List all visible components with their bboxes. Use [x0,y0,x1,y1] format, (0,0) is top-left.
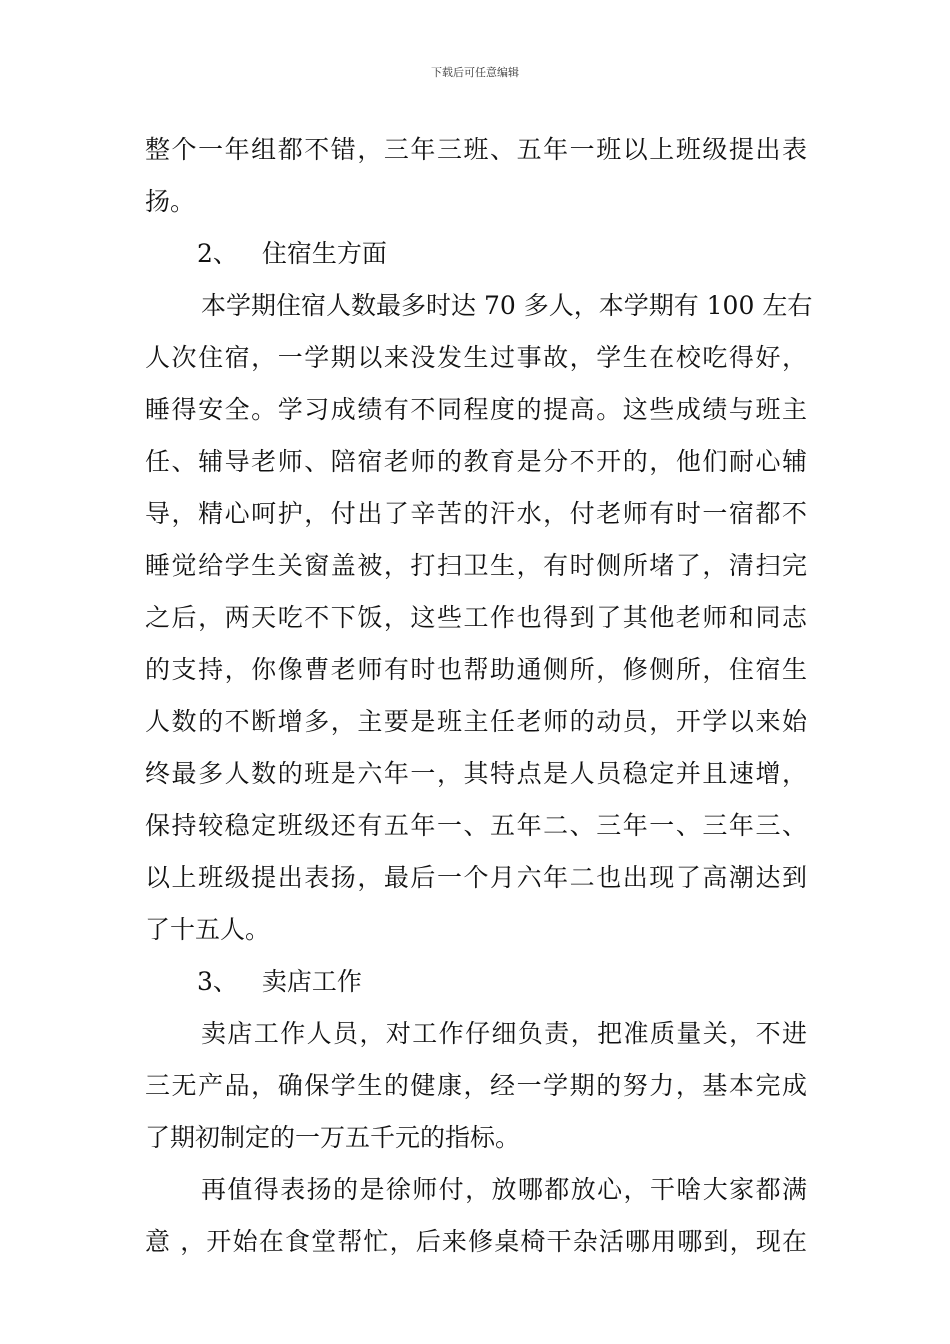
paragraph-line: 导，精心呵护，付出了辛苦的汗水，付老师有时一宿都不 [145,499,807,528]
paragraph-line: 扬。 [145,187,196,216]
paragraph-line: 保持较稳定班级还有五年一、五年二、三年一、三年三、 [145,811,807,840]
paragraph-line: 以上班级提出表扬，最后一个月六年二也出现了高潮达到 [145,863,807,892]
paragraph-line: 人数的不断增多，主要是班主任老师的动员，开学以来始 [145,707,807,736]
section-number: 3、 [197,967,238,996]
paragraph-line: 本学期住宿人数最多时达 70 多人，本学期有 100 左右 [201,291,813,320]
section-number: 2、 [197,239,238,268]
paragraph-line: 人次住宿，一学期以来没发生过事故，学生在校吃得好， [145,343,807,372]
page-header: 下载后可任意编辑 [431,66,519,79]
paragraph-line: 意 ，开始在食堂帮忙，后来修桌椅干杂活哪用哪到，现在 [145,1227,807,1256]
paragraph-line: 睡觉给学生关窗盖被，打扫卫生，有时侧所堵了，清扫完 [145,551,807,580]
section-title: 住宿生方面 [261,239,387,268]
paragraph-line: 任、辅导老师、陪宿老师的教育是分不开的，他们耐心辅 [145,447,807,476]
paragraph-line: 了期初制定的一万五千元的指标。 [145,1123,521,1152]
paragraph-line: 卖店工作人员，对工作仔细负责，把准质量关，不进 [201,1019,807,1048]
paragraph-line: 睡得安全。学习成绩有不同程度的提高。这些成绩与班主 [145,395,807,424]
paragraph-line: 再值得表扬的是徐师付，放哪都放心，干啥大家都满 [201,1175,807,1204]
section-title: 卖店工作 [261,967,362,996]
section-heading-lodging [145,228,807,280]
paragraph-line: 之后，两天吃不下饭，这些工作也得到了其他老师和同志 [145,603,807,632]
section-heading-shop [145,956,807,1008]
paragraph-line: 的支持，你像曹老师有时也帮助通侧所，修侧所，住宿生 [145,655,807,684]
paragraph-line: 了十五人。 [145,915,271,944]
paragraph-line: 终最多人数的班是六年一，其特点是人员稳定并且速增， [145,759,807,788]
paragraph-line: 整个一年组都不错，三年三班、五年一班以上班级提出表 [145,135,807,164]
document-body [145,124,813,1268]
paragraph-line: 三无产品，确保学生的健康，经一学期的努力，基本完成 [145,1071,807,1100]
